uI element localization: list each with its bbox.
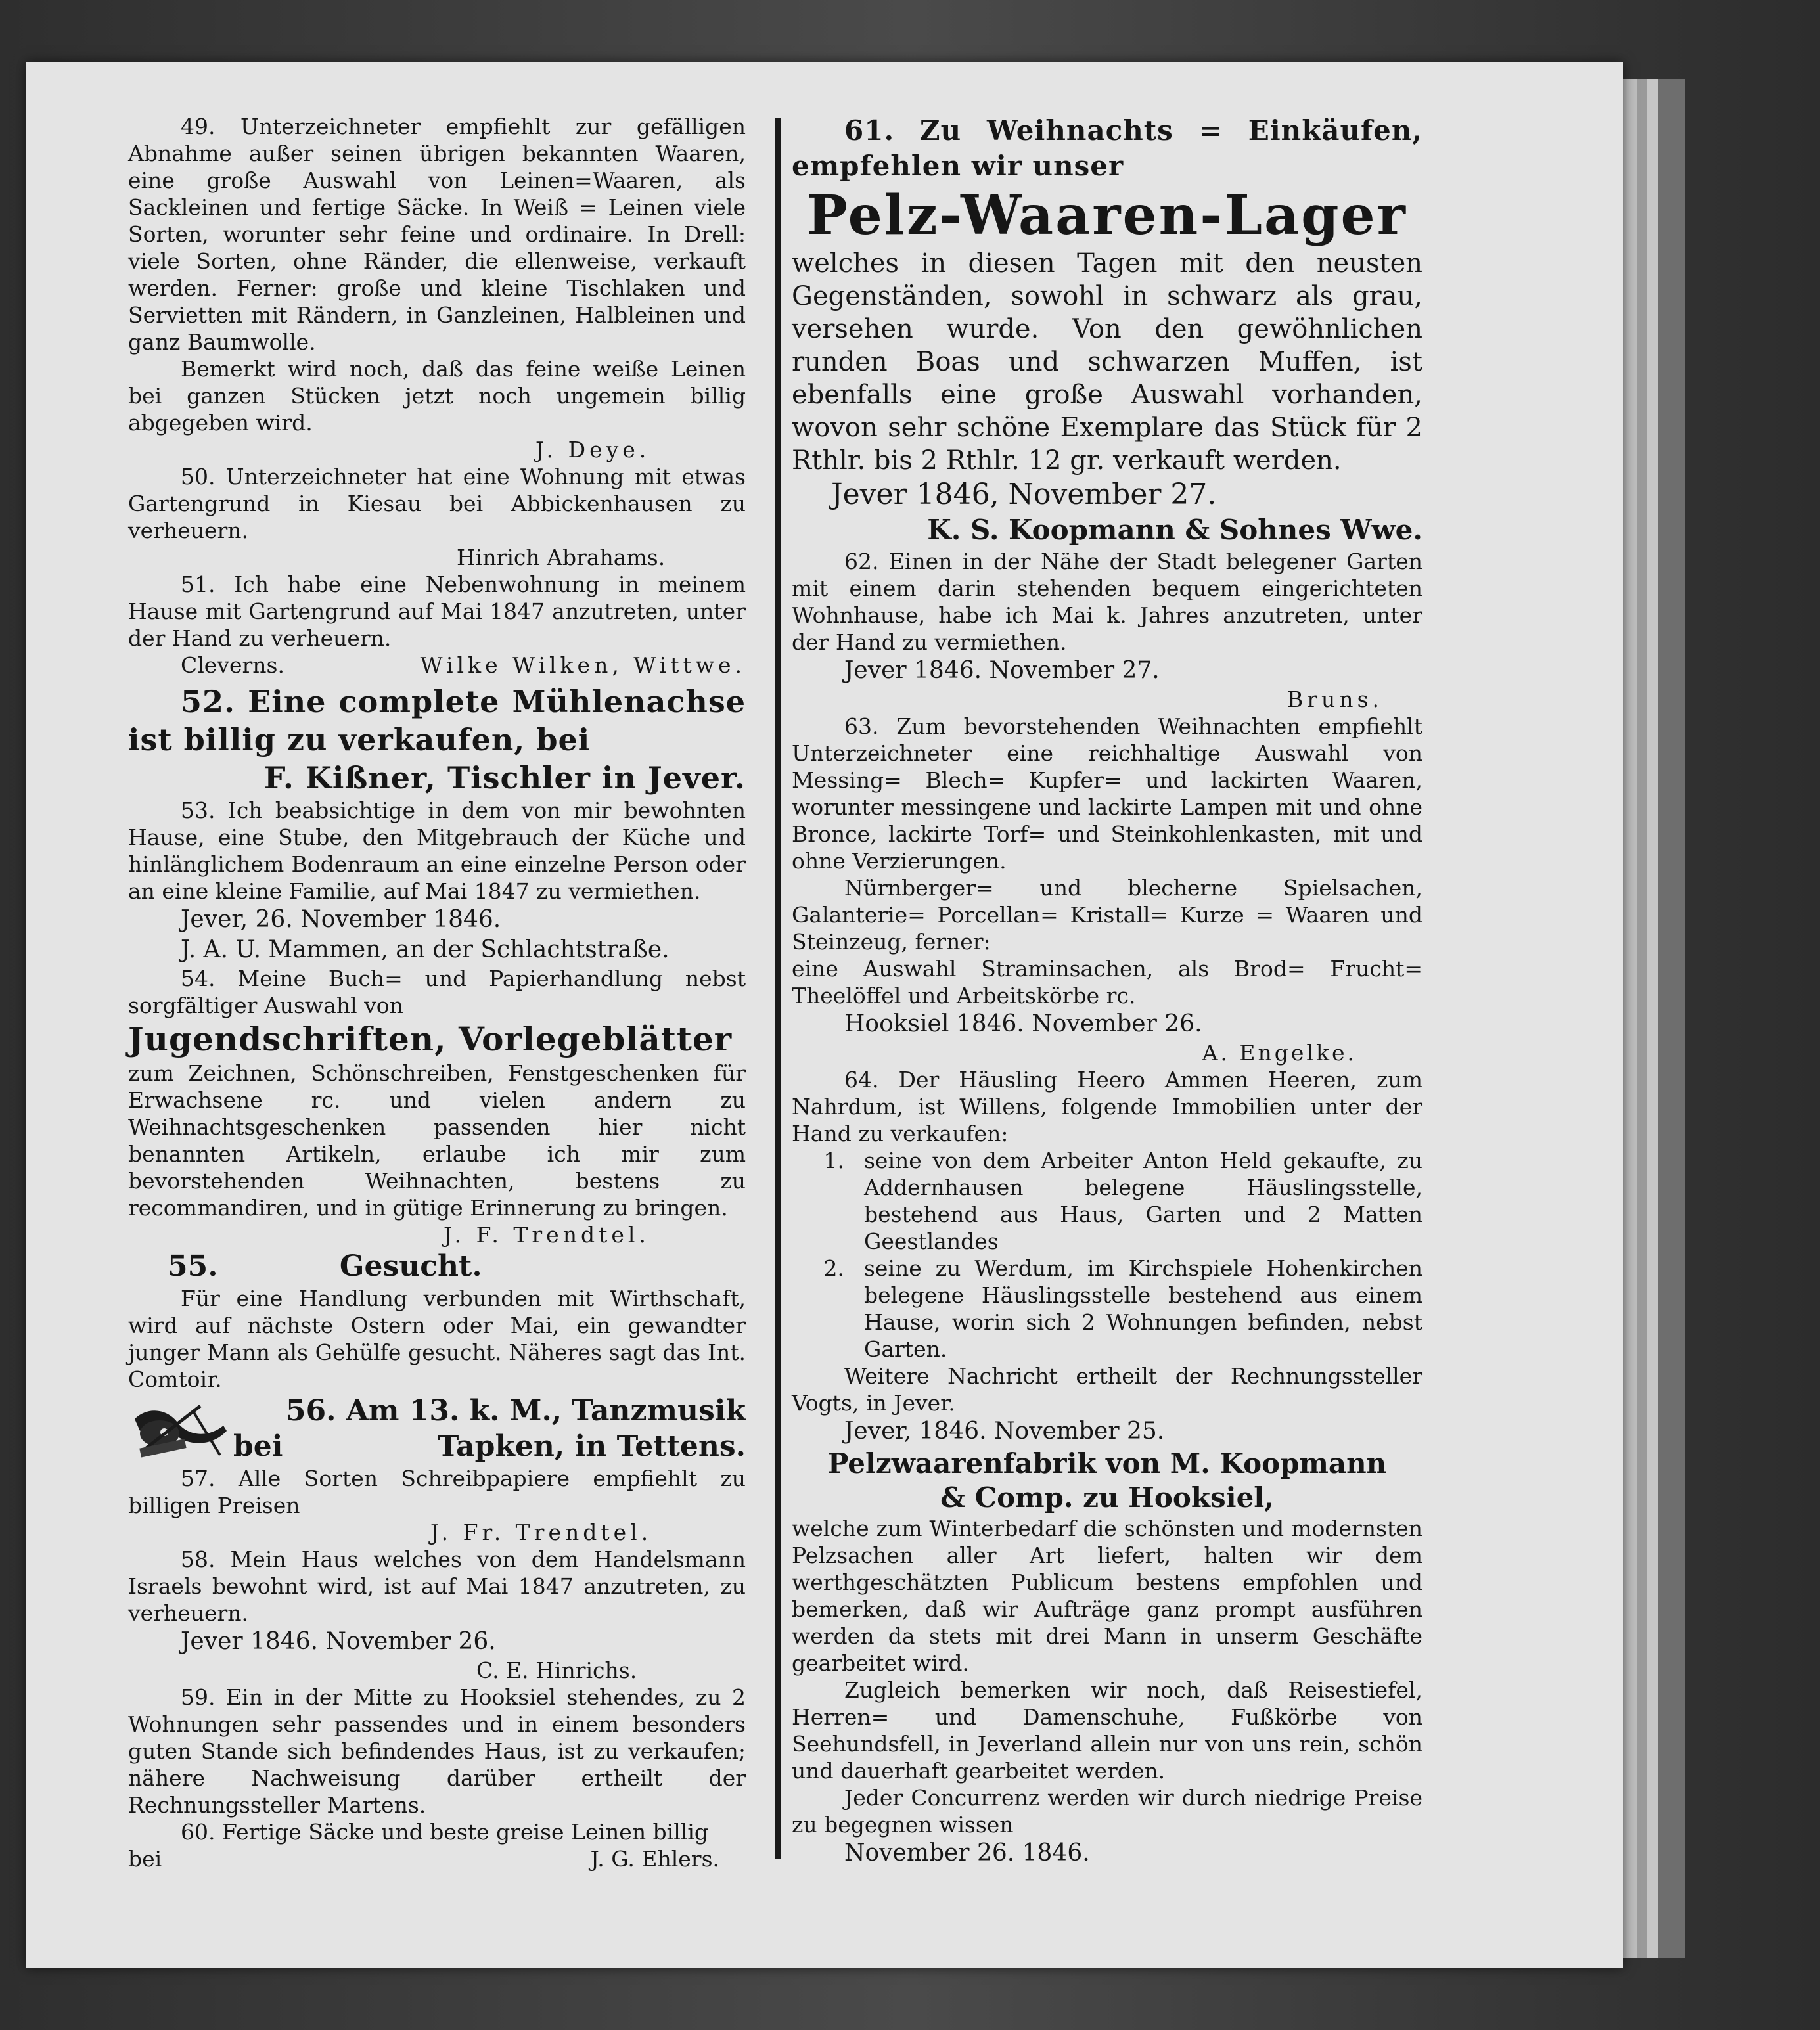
- ad-56-line-1: 56. Am 13. k. M., Tanzmusik: [285, 1394, 746, 1428]
- ad-64-text: 64. Der Häusling Heero Ammen Heeren, zum Nahrdum, ist Willens, folgende Immobilien unter der Hand zu verkaufen:: [792, 1067, 1422, 1146]
- ad-53-date: Jever, 26. November 1846.: [181, 906, 501, 933]
- ad-63-signature: A. Engelke.: [1202, 1040, 1357, 1066]
- ad-49-signature: J. Deye.: [535, 437, 650, 462]
- ad-57-text: 57. Alle Sorten Schreibpapiere empfiehlt zu billigen Preisen: [128, 1466, 746, 1518]
- ad-55-number: 55.: [168, 1250, 218, 1283]
- ad-53-text: 53. Ich beabsichtige in dem von mir bewohnten Hause, eine Stube, den Mitgebrauch der Küche und hinlänglichem Bodenraum an eine einzelne Person oder an eine kleine Familie, auf Mai 1847 zu vermiethen.: [128, 798, 746, 904]
- ad-49-text: 49. Unterzeichneter empfiehlt zur gefälligen Abnahme außer seinen übrigen bekannten Waaren, eine große Auswahl von Leinen=Waaren, als Sackleinen und fertige Säcke. In Weiß = Leinen viele Sorten, worunter sehr feine und ordinaire. In Drell: viele Sorten, ohne Ränder, die ellenweise, verkauft werden. Ferner: große und kleine Tischlaken und Servietten mit Rändern, in Ganzleinen, Halbleinen und ganz Baumwolle.: [128, 114, 746, 355]
- ad-59-text: 59. Ein in der Mitte zu Hooksiel stehendes, zu 2 Wohnungen sehr passendes und in einem besonders guten Stande sich befindendes Haus, ist zu verkaufen; nähere Nachweisung darüber ertheilt der Rechnungssteller Martens.: [128, 1684, 746, 1818]
- ad-64-item-1: [792, 1147, 1422, 1255]
- left-column: [128, 113, 746, 1872]
- ad-55-title: Gesucht.: [339, 1250, 482, 1283]
- ad-54-intro: 54. Meine Buch= und Papierhandlung nebst sorgfältiger Auswahl von: [128, 966, 746, 1018]
- right-column: [792, 113, 1422, 1868]
- ad-56-text: [233, 1393, 746, 1464]
- ad-61-date: Jever 1846, November 27.: [831, 478, 1217, 511]
- ad-55-heading: [128, 1248, 746, 1285]
- ad-54-text: zum Zeichnen, Schönschreiben, Fenstgeschenken für Erwachsene rc. und vielen andern zu Weihnachtsgeschenken passenden hier nicht benannten Artikeln, erlaube ich mir zum bevorstehenden Weihnachten, bestens zu recommandiren, und in gütige Erinnerung zu bringen.: [128, 1060, 746, 1221]
- ad-65-text: welche zum Winterbedarf die schönsten und modernsten Pelzsachen aller Art liefert, halten wir dem werthgeschätzten Publicum bestens empfohlen und bemerken, daß wir Aufträge ganz prompt ausführen werden da stets mit drei Mann in unserm Geschäfte gearbeitet wird.: [792, 1516, 1422, 1676]
- ad-50-text: 50. Unterzeichneter hat eine Wohnung mit etwas Gartengrund in Kiesau bei Abbickenhausen zu verheuern.: [128, 464, 746, 543]
- ad-63-text-2: Nürnberger= und blecherne Spielsachen, Galanterie= Porcellan= Kristall= Kurze = Waaren und Steinzeug, ferner:: [792, 875, 1422, 955]
- ad-63-text-3: eine Auswahl Straminsachen, als Brod= Frucht= Theelöffel und Arbeitskörbe rc.: [792, 956, 1422, 1008]
- ad-54-signature: J. F. Trendtel.: [444, 1222, 650, 1248]
- ad-56-line-2: [233, 1429, 746, 1464]
- column-rule: [775, 118, 781, 1859]
- ad-53-signature: J. A. U. Mammen, an der Schlachtstraße.: [181, 936, 670, 963]
- ad-56-venue: Tapken, in Tettens.: [437, 1430, 746, 1463]
- ad-62-date: Jever 1846. November 27.: [844, 657, 1160, 684]
- ad-50-signature: Hinrich Abrahams.: [457, 545, 666, 570]
- ad-60-footer: [128, 1845, 746, 1872]
- ad-62-text: 62. Einen in der Nähe der Stadt belegener Garten mit einem darin stehenden bequem eingerichteten Wohnhause, habe ich Mai k. Jahres anzutreten, unter der Hand zu vermiethen.: [792, 549, 1422, 655]
- ad-62-signature: Bruns.: [1287, 687, 1383, 712]
- ad-60-text: 60. Fertige Säcke und beste greise Leinen billig: [181, 1819, 709, 1845]
- ad-54-headline: Jugendschriften, Vorlegeblätter: [128, 1020, 733, 1058]
- list-number: 1.: [823, 1148, 844, 1173]
- ad-56-bei: bei: [233, 1430, 283, 1463]
- ad-64-date: Jever, 1846. November 25.: [844, 1418, 1165, 1445]
- ad-64-note: Weitere Nachricht ertheilt der Rechnungssteller Vogts, in Jever.: [792, 1363, 1422, 1416]
- ad-60-bei: bei: [128, 1846, 162, 1872]
- ad-57-signature: J. Fr. Trendtel.: [430, 1520, 652, 1545]
- ad-65-headline: Pelzwaarenfabrik von M. Koopmann & Comp. zu Hooksiel,: [827, 1447, 1387, 1514]
- ad-65-date: November 26. 1846.: [844, 1839, 1090, 1866]
- ad-61-intro: 61. Zu Weihnachts = Einkäufen, empfehlen wir unser: [792, 114, 1422, 182]
- ad-58-date: Jever 1846. November 26.: [181, 1628, 496, 1655]
- list-number: 2.: [823, 1255, 844, 1281]
- ad-58-signature: C. E. Hinrichs.: [476, 1658, 637, 1683]
- ad-58-text: 58. Mein Haus welches von dem Handelsmann Israels bewohnt wird, ist auf Mai 1847 anzutreten, zu verheuern.: [128, 1546, 746, 1626]
- ad-65-text-3: Jeder Concurrenz werden wir durch niedrige Preise zu begegnen wissen: [792, 1785, 1422, 1838]
- ad-64-item-2: [792, 1255, 1422, 1363]
- ad-55-text: Für eine Handlung verbunden mit Wirthschaft, wird auf nächste Ostern oder Mai, ein gewandter junger Mann als Gehülfe gesucht. Näheres sagt das Int. Comtoir.: [128, 1286, 746, 1392]
- ad-61-headline: Pelz-Waaren-Lager: [807, 184, 1407, 247]
- ad-51-signature: Wilke Wilken, Wittwe.: [420, 652, 746, 678]
- page-edge: [1647, 79, 1658, 1958]
- ad-49-note: Bemerkt wird noch, daß das feine weiße Leinen bei ganzen Stücken jetzt noch ungemein billig abgegeben wird.: [128, 356, 746, 436]
- ad-63-text: 63. Zum bevorstehenden Weihnachten empfiehlt Unterzeichneter eine reichhaltige Auswahl von Messing= Blech= Kupfer= und lackirten Waaren, worunter messingene und lackirte Lampen mit und ohne Bronce, lackirte Torf= und Steinkohlenkasten, mit und ohne Verzierungen.: [792, 713, 1422, 874]
- ad-51-place: Cleverns.: [181, 652, 284, 678]
- page-edge: [1623, 79, 1637, 1958]
- ad-65-text-2: Zugleich bemerken wir noch, daß Reisestiefel, Herren= und Damenschuhe, Fußkörbe von Seehundsfell, in Jeverland allein nur von uns rein, schön und dauerhaft gearbeitet werden.: [792, 1677, 1422, 1784]
- ad-61-signature: K. S. Koopmann & Sohnes Wwe.: [927, 514, 1422, 546]
- ad-51-text: 51. Ich habe eine Nebenwohnung in meinem Hause mit Gartengrund auf Mai 1847 anzutreten, unter der Hand zu verheuern.: [128, 572, 746, 651]
- ad-56: [128, 1393, 746, 1465]
- book-spine: [1658, 79, 1685, 1958]
- ad-63-date: Hooksiel 1846. November 26.: [844, 1010, 1202, 1037]
- ad-52-signature: F. Kißner, Tischler in Jever.: [263, 760, 746, 796]
- ad-61-text: welches in diesen Tagen mit den neusten Gegenständen, sowohl in schwarz als grau, versehen wurde. Von den gewöhnlichen runden Boas und schwarzen Muffen, ist ebenfalls eine große Auswahl vorhanden, wovon sehr schöne Exemplare das Stück für 2 Rthlr. bis 2 Rthlr. 12 gr. verkauft werden.: [792, 248, 1422, 476]
- violin-icon: [128, 1393, 233, 1465]
- page-edge: [1637, 79, 1647, 1958]
- ad-52-text: 52. Eine complete Mühlenachse ist billig zu verkaufen, bei: [128, 684, 746, 757]
- ad-60-signature: J. G. Ehlers.: [590, 1846, 719, 1872]
- list-text: seine von dem Arbeiter Anton Held gekaufte, zu Addernhausen belegene Häuslingsstelle, bestehend aus Haus, Garten und 2 Matten Geestlandes: [864, 1148, 1422, 1254]
- list-text: seine zu Werdum, im Kirchspiele Hohenkirchen belegene Häuslingsstelle bestehend aus einem Hause, worin sich 2 Wohnungen befinden, nebst Garten.: [864, 1255, 1422, 1362]
- ad-51-footer: [128, 652, 746, 679]
